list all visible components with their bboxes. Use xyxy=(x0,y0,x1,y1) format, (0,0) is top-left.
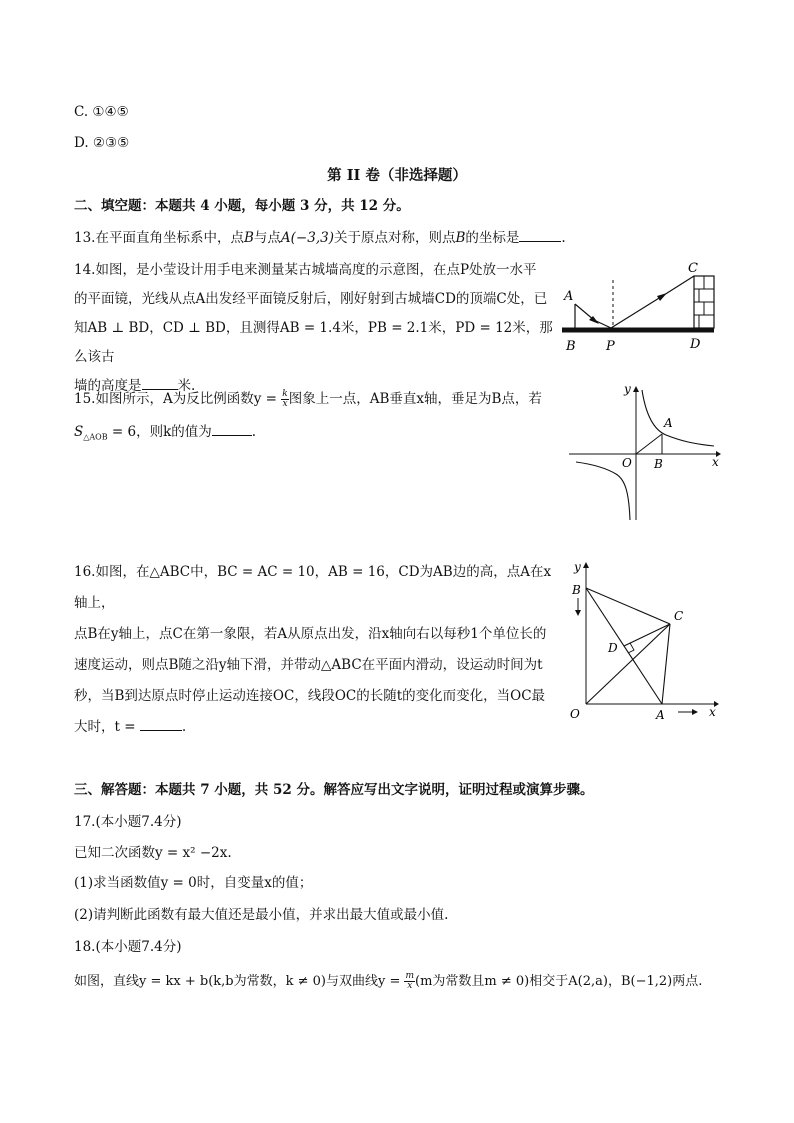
fig15-label-y: y xyxy=(624,382,631,396)
fig16-label-o: O xyxy=(570,707,580,721)
fig15-label-o: O xyxy=(622,456,632,470)
q16-line-5a: 大时，t = xyxy=(74,719,140,735)
section-2-title: 第 II 卷（非选择题） xyxy=(327,167,467,184)
fig14-ray-in-2 xyxy=(594,320,611,328)
q15-answer-blank[interactable] xyxy=(212,421,252,436)
q17-title: 17.(本小题7.4分) xyxy=(74,814,182,830)
q13-text-a: 13.在平面直角坐标系中，点 xyxy=(74,230,244,246)
fig14-ray-out-2 xyxy=(664,276,694,295)
q18-stem-b: (m为常数且m ≠ 0)相交于A(2,a)，B(−1,2)两点. xyxy=(415,974,703,989)
q13-point-b2: B xyxy=(455,230,466,246)
q15-line-2 xyxy=(74,418,554,452)
q17-stem: 已知二次函数y = x² −2x. xyxy=(74,845,232,861)
q14-line-1: 14.如图，是小莹设计用手电来测量某古城墙高度的示意图，在点P处放一水平 xyxy=(74,262,537,278)
fig14-label-p: P xyxy=(606,339,615,354)
fig15-y-arrow xyxy=(633,386,639,392)
q13-point-a: A(−3,3) xyxy=(280,230,334,246)
q18-stem-a: 如图，直线y = kx + b(k,b为常数，k ≠ 0)与双曲线y = xyxy=(74,974,405,989)
q16-line-5b: . xyxy=(181,719,187,735)
q15-area-label: S xyxy=(74,424,84,440)
fig16-segment-ca xyxy=(662,624,670,704)
fig16-label-x: x xyxy=(709,705,716,719)
fig16-label-a: A xyxy=(656,708,665,722)
q15-line-1 xyxy=(74,385,554,414)
question-15 xyxy=(74,385,554,452)
figure-16 xyxy=(566,558,726,723)
q14-line-4b: 米. xyxy=(177,378,196,394)
q16-line-1: 16.如图，在△ABC中，BC = AC = 10，AB = 16，CD为AB边的高，点A在x轴上， xyxy=(74,564,552,611)
question-16 xyxy=(74,557,554,743)
fig14-ray-in-1 xyxy=(575,304,594,320)
q18-fraction xyxy=(404,972,415,991)
fig16-down-arrow xyxy=(575,610,581,616)
q18-frac-den: x xyxy=(407,981,413,991)
fig16-segment-oc xyxy=(586,624,670,704)
q16-line-3: 速度运动，则点B随之沿y轴下滑，并带动△ABC在平面内滑动，设运动时间为t xyxy=(74,657,543,673)
fig16-y-arrow xyxy=(583,562,589,568)
q14-line-4a: 墙的高度是 xyxy=(74,378,142,394)
fig14-label-c: C xyxy=(688,261,698,276)
q13-end: . xyxy=(561,230,566,246)
q15-text-c: = 6，则k的值为 xyxy=(107,424,212,440)
q13-text-d: 的坐标是 xyxy=(465,230,520,246)
q15-area-sub: △AOB xyxy=(83,432,108,442)
question-13 xyxy=(74,227,566,248)
fig16-label-c: C xyxy=(674,609,684,623)
q17-part-1: (1)求当函数值y = 0时，自变量x的值； xyxy=(74,875,313,891)
q15-end: . xyxy=(251,424,257,440)
figure-14 xyxy=(558,258,728,358)
fig14-ray-out xyxy=(611,295,664,328)
q18-frac-num: m xyxy=(405,971,415,981)
q18-title: 18.(本小题7.4分) xyxy=(74,939,182,955)
figure-15 xyxy=(566,380,726,525)
fig16-right-arrow xyxy=(692,709,698,715)
q13-text-b: 与点 xyxy=(253,230,281,246)
fig16-segment-bc xyxy=(586,588,670,624)
q16-line-5 xyxy=(74,712,554,743)
fig16-label-b: B xyxy=(572,583,581,597)
q15-frac-den: x xyxy=(282,399,288,409)
fig16-label-d: D xyxy=(608,641,618,655)
q17-part-2: (2)请判断此函数有最大值还是最小值，并求出最大值或最小值. xyxy=(74,907,449,923)
fig15-label-a: A xyxy=(664,416,673,430)
fig16-label-y: y xyxy=(574,560,581,574)
fig14-label-b: B xyxy=(566,339,576,354)
fig15-label-b: B xyxy=(654,457,663,471)
fig16-segment-cd xyxy=(624,624,670,646)
answer-heading: 三、解答题：本题共 7 小题，共 52 分。解答应写出文字说明，证明过程或演算步骤。 xyxy=(74,782,594,798)
fig15-curve-q1 xyxy=(642,390,714,446)
fill-in-heading: 二、填空题：本题共 4 小题，每小题 3 分，共 12 分。 xyxy=(74,198,410,214)
fig14-label-d: D xyxy=(690,337,701,352)
q14-line-2: 的平面镜，光线从点A出发经平面镜反射后，刚好射到古城墙CD的顶端C处，已 xyxy=(74,291,548,307)
fig16-right-angle xyxy=(628,643,634,653)
fig15-curve-q3 xyxy=(576,462,630,520)
q13-point-b: B xyxy=(243,230,254,246)
q16-answer-blank[interactable] xyxy=(140,716,182,731)
q13-text-c: 关于原点对称，则点 xyxy=(333,230,456,246)
option-c: C. ①④⑤ xyxy=(74,104,129,120)
fig15-segment-oa xyxy=(636,434,662,454)
option-d: D. ②③⑤ xyxy=(74,135,130,151)
q16-line-4: 秒，当B到达原点时停止运动连接OC，线段OC的长随t的变化而变化，当OC最 xyxy=(74,688,546,704)
q15-text-b: 图象上一点，AB垂直x轴，垂足为B点，若 xyxy=(288,391,542,407)
q16-line-2: 点B在y轴上，点C在第一象限，若A从原点出发，沿x轴向右以每秒1个单位长的 xyxy=(74,626,547,642)
q15-text-a: 15.如图所示，A为反比例函数y = xyxy=(74,391,282,407)
fig15-label-x: x xyxy=(712,455,719,469)
question-14 xyxy=(74,256,554,401)
fig14-label-a: A xyxy=(564,289,574,304)
q14-line-3: 知AB ⊥ BD，CD ⊥ BD，且测得AB = 1.4米，PB = 2.1米，PD = 12米，那么该古 xyxy=(74,320,553,365)
q15-frac-num: k xyxy=(282,389,288,399)
q13-answer-blank[interactable] xyxy=(519,227,561,242)
q15-fraction xyxy=(281,390,288,409)
q18-stem xyxy=(74,972,702,992)
